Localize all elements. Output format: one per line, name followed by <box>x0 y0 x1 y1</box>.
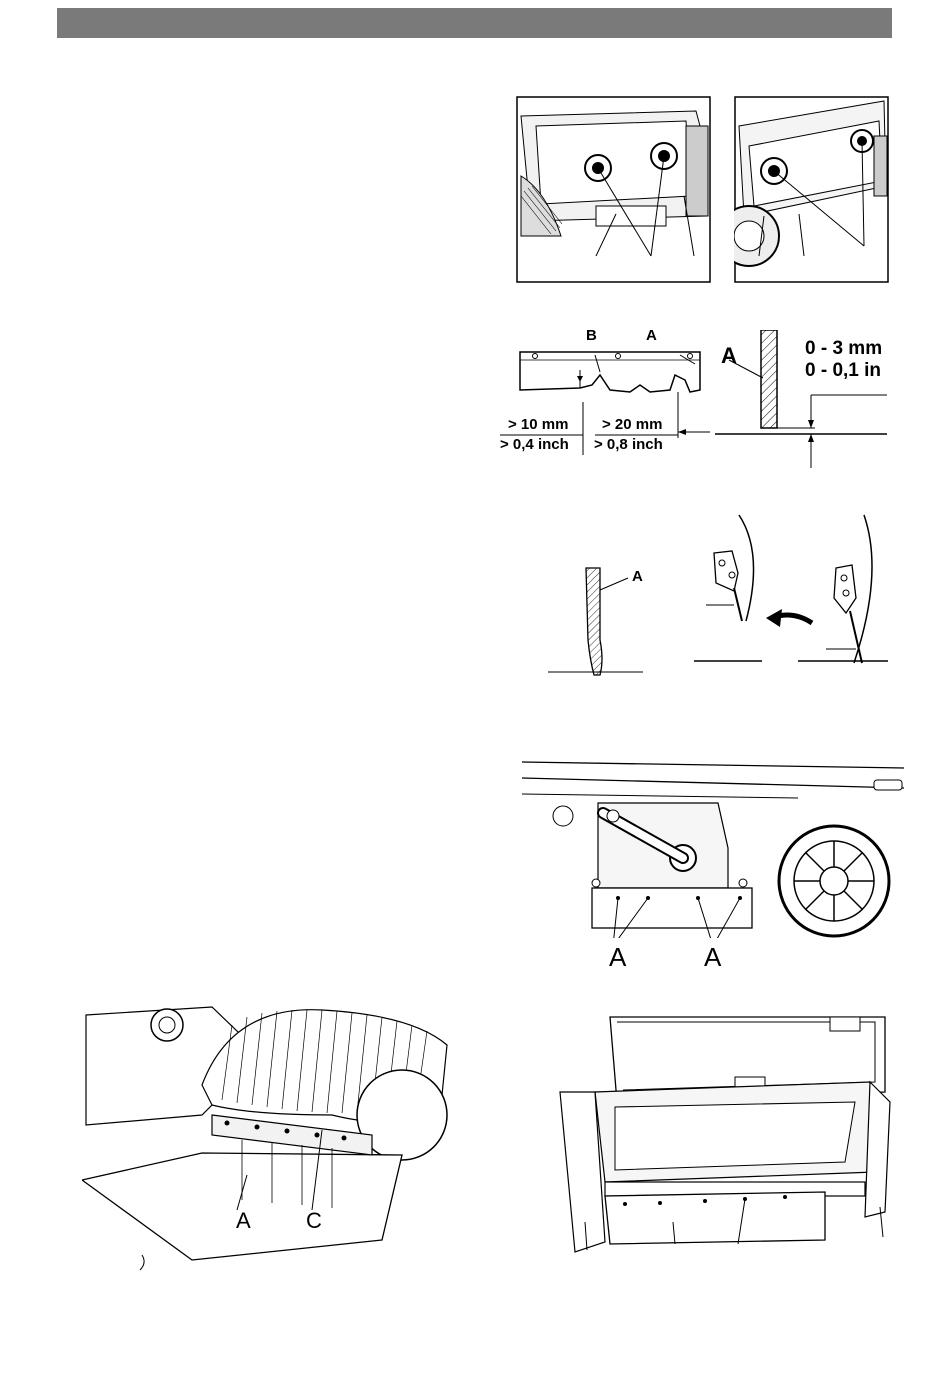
blade-adjust-diagram <box>694 513 888 665</box>
side-view-label-a-left: A <box>609 942 627 972</box>
rear-blade-view <box>555 1012 895 1264</box>
gap-blade-label-a: A <box>721 343 737 368</box>
machine-side-view <box>518 758 904 938</box>
skirt-mount-figure-right <box>734 96 889 283</box>
gap-inch-label: 0 - 0,1 in <box>805 360 882 381</box>
dim-10mm-label: > 10 mm <box>508 416 569 433</box>
dim-04inch-label: > 0,4 inch <box>500 436 569 453</box>
gap-mm-label: 0 - 3 mm <box>805 338 883 359</box>
hopper-label-c: C <box>306 1208 322 1233</box>
side-view-label-a-right: A <box>704 942 722 972</box>
bent-blade-label-a: A <box>632 568 643 585</box>
blade-label-a: A <box>646 327 657 344</box>
hopper-label-a: A <box>236 1208 251 1233</box>
skirt-mount-figure-left <box>516 96 711 283</box>
dim-08inch-label: > 0,8 inch <box>594 436 663 453</box>
page-header-bar <box>57 8 892 38</box>
dim-20mm-label: > 20 mm <box>602 416 663 433</box>
blade-label-b: B <box>586 327 597 344</box>
hopper-brush-view <box>82 1005 452 1273</box>
